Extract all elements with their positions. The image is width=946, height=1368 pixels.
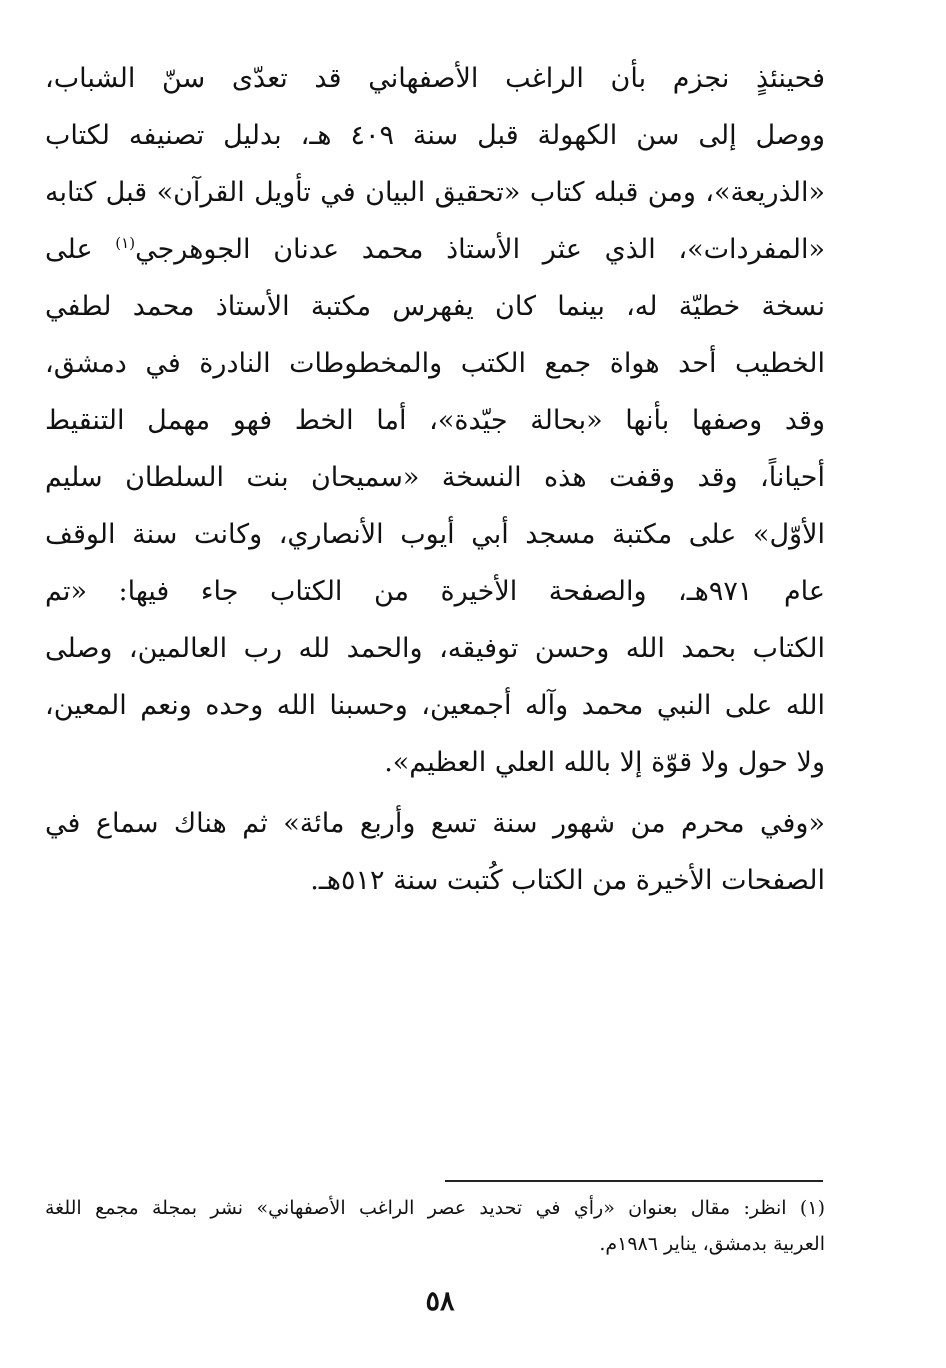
body-text	[45, 50, 825, 909]
text-line-4-main: «المفردات»، الذي عثر الأستاذ محمد عدنان الجوهرجي	[135, 234, 825, 265]
text-line-7: وقد وصفها بأنها «بحالة جيّدة»، أما الخط فهو مهمل التنقيط	[45, 405, 825, 436]
footnote-line-1: (١) انظر: مقال بعنوان «رأي في تحديد عصر الراغب الأصفهاني» نشر بمجلة مجمع اللغة	[45, 1197, 825, 1219]
text-line-5: نسخة خطيّة له، بينما كان يفهرس مكتبة الأستاذ محمد لطفي	[45, 291, 825, 322]
footnote-line-2: العربية بدمشق، يناير ١٩٨٦م.	[599, 1233, 825, 1255]
text-line-4-tail: على	[45, 234, 93, 265]
footnote	[45, 1190, 825, 1262]
text-line-2: ووصل إلى سن الكهولة قبل سنة ٤٠٩ هـ، بدليل تصنيفه لكتاب	[45, 120, 825, 151]
text-line-12: الله على النبي محمد وآله أجمعين، وحسبنا الله وحده ونعم المعين،	[45, 690, 825, 721]
footnote-reference: (١)	[115, 234, 136, 252]
text-line-15: الصفحات الأخيرة من الكتاب كُتبت سنة ٥١٢هـ.	[310, 865, 825, 896]
text-line-8: أحياناً، وقد وقفت هذه النسخة «سميحان بنت السلطان سليم	[45, 462, 825, 493]
text-line-9: الأوّل» على مكتبة مسجد أبي أيوب الأنصاري، وكانت سنة الوقف	[45, 519, 825, 550]
text-line-1: فحينئذٍ نجزم بأن الراغب الأصفهاني قد تعدّى سنّ الشباب،	[45, 63, 825, 94]
text-line-10: عام ٩٧١هـ، والصفحة الأخيرة من الكتاب جاء فيها: «تم	[45, 576, 825, 607]
text-line-13: ولا حول ولا قوّة إلا بالله العلي العظيم».	[384, 747, 825, 778]
page-number: ٥٨	[425, 1286, 455, 1317]
text-line-6: الخطيب أحد هواة جمع الكتب والمخطوطات النادرة في دمشق،	[45, 348, 825, 379]
footnote-separator	[445, 1180, 823, 1182]
text-line-3: «الذريعة»، ومن قبله كتاب «تحقيق البيان في تأويل القرآن» قبل كتابه	[45, 177, 825, 208]
text-line-11: الكتاب بحمد الله وحسن توفيقه، والحمد لله رب العالمين، وصلى	[45, 633, 825, 664]
text-line-4	[45, 221, 825, 278]
text-line-14: «وفي محرم من شهور سنة تسع وأربع مائة» ثم هناك سماع في	[45, 808, 825, 839]
